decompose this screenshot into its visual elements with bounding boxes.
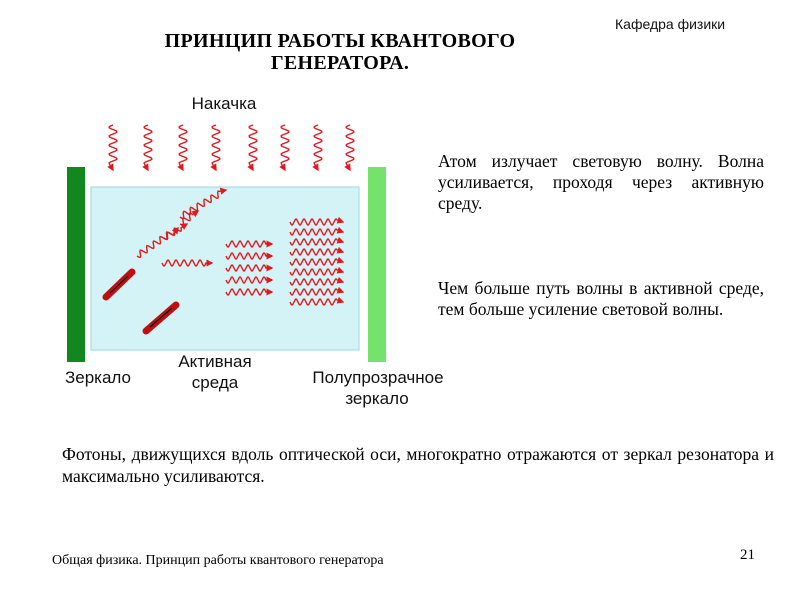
semi-transparent-mirror	[368, 167, 386, 362]
semi-mirror-label-line-2: зеркало	[345, 389, 409, 408]
pump-arrow	[314, 125, 322, 170]
active-medium	[91, 187, 359, 350]
pump-arrow	[212, 125, 220, 170]
medium-label-line-1: Активная	[178, 352, 252, 371]
title-line-2: ГЕНЕРАТОРА.	[270, 52, 410, 74]
mirror	[67, 167, 85, 362]
department-label: Кафедра физики	[615, 16, 726, 32]
pump-arrow	[179, 125, 187, 170]
medium-label-line-2: среда	[191, 373, 239, 392]
pump-arrow	[346, 125, 354, 170]
page-number: 21	[740, 547, 755, 563]
title-line-1: ПРИНЦИП РАБОТЫ КВАНТОВОГО	[164, 30, 516, 52]
pump-waves	[109, 125, 354, 170]
paragraph-atom-emits: Атом излучает световую волну. Волна усиливается, проходя через активную среду.	[438, 151, 764, 213]
pump-arrow	[144, 125, 152, 170]
pump-arrow	[109, 125, 117, 170]
pump-label: Накачка	[191, 94, 257, 113]
mirror-label: Зеркало	[64, 368, 132, 387]
pump-arrow	[281, 125, 289, 170]
semi-mirror-label-line-1: Полупрозрачное	[312, 368, 444, 387]
pump-arrow	[249, 125, 257, 170]
footer-caption: Общая физика. Принцип работы квантового генератора	[52, 553, 384, 568]
paragraph-photons: Фотоны, движущихся вдоль оптической оси, многократно отражаются от зеркал резонатора и максимально усиливаются.	[62, 444, 774, 486]
paragraph-wave-path: Чем больше путь волны в активной среде, тем больше усиление световой волны.	[438, 278, 764, 319]
